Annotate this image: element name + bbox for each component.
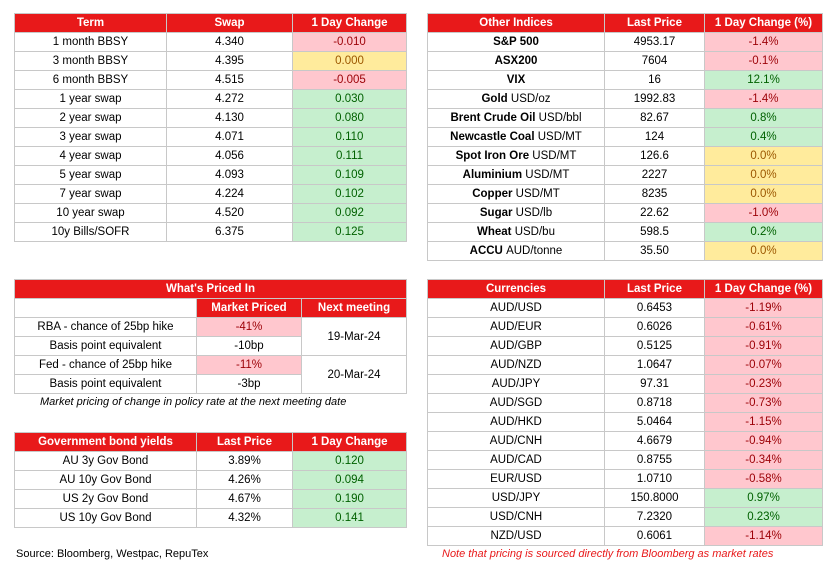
table-row <box>15 128 407 147</box>
change-cell: 0.97% <box>705 489 823 508</box>
index-name-cell <box>428 204 605 223</box>
table-header-row <box>15 14 407 33</box>
change-cell: -0.1% <box>705 52 823 71</box>
swap-cell: 4.093 <box>167 166 293 185</box>
change-cell: -1.14% <box>705 527 823 546</box>
change-cell: 0.190 <box>293 490 407 509</box>
term-cell: 5 year swap <box>15 166 167 185</box>
fed-next-meeting: 20-Mar-24 <box>302 356 407 394</box>
price-cell: 124 <box>605 128 705 147</box>
change-cell: 0.125 <box>293 223 407 242</box>
rba-market-priced: -41% <box>197 318 302 337</box>
change-cell: 0.120 <box>293 452 407 471</box>
table-row <box>15 71 407 90</box>
table-header-row <box>428 14 823 33</box>
currency-pair-cell: AUD/NZD <box>428 356 605 375</box>
change-cell: 0.23% <box>705 508 823 527</box>
index-unit: USD/MT <box>525 169 570 181</box>
change-cell: -0.73% <box>705 394 823 413</box>
index-name-cell <box>428 52 605 71</box>
table-row <box>428 489 823 508</box>
price-cell: 0.6026 <box>605 318 705 337</box>
table-row <box>15 33 407 52</box>
fed-label: Fed - chance of 25bp hike <box>15 356 197 375</box>
index-unit: USD/oz <box>510 93 551 105</box>
change-cell: -0.94% <box>705 432 823 451</box>
term-cell: 6 month BBSY <box>15 71 167 90</box>
index-unit: USD/lb <box>515 207 553 219</box>
swap-cell: 4.395 <box>167 52 293 71</box>
table-row <box>15 223 407 242</box>
price-cell: 8235 <box>605 185 705 204</box>
change-cell: 0.141 <box>293 509 407 528</box>
currency-pair-cell: AUD/GBP <box>428 337 605 356</box>
index-name-cell <box>428 166 605 185</box>
table-row <box>428 204 823 223</box>
currency-pair-cell: USD/CNH <box>428 508 605 527</box>
change-cell: 0.110 <box>293 128 407 147</box>
header-market-priced: Market Priced <box>197 299 302 318</box>
change-cell: 0.094 <box>293 471 407 490</box>
index-name-cell <box>428 71 605 90</box>
table-row <box>428 185 823 204</box>
swap-cell: 4.520 <box>167 204 293 223</box>
index-name: ACCU <box>469 245 503 257</box>
swap-rates-panel <box>14 13 406 242</box>
table-row <box>15 52 407 71</box>
index-name-cell <box>428 147 605 166</box>
table-row <box>15 452 407 471</box>
table-row <box>428 147 823 166</box>
table-row <box>428 527 823 546</box>
index-unit: USD/MT <box>532 150 577 162</box>
table-row <box>15 90 407 109</box>
change-cell: -0.005 <box>293 71 407 90</box>
change-cell: -0.34% <box>705 451 823 470</box>
swap-cell: 4.224 <box>167 185 293 204</box>
change-cell: -1.4% <box>705 33 823 52</box>
index-unit: USD/MT <box>537 131 582 143</box>
term-cell: 4 year swap <box>15 147 167 166</box>
price-cell: 150.8000 <box>605 489 705 508</box>
price-cell: 4.6679 <box>605 432 705 451</box>
pricing-note: Note that pricing is sourced directly from Bloomberg as market rates <box>442 548 774 560</box>
table-row <box>428 394 823 413</box>
index-name: Newcastle Coal <box>450 131 535 143</box>
price-cell: 0.6453 <box>605 299 705 318</box>
term-cell: 7 year swap <box>15 185 167 204</box>
term-cell: 10y Bills/SOFR <box>15 223 167 242</box>
currencies-panel <box>427 279 822 546</box>
currency-pair-cell: NZD/USD <box>428 527 605 546</box>
currency-pair-cell: AUD/EUR <box>428 318 605 337</box>
table-row <box>428 432 823 451</box>
price-cell: 4.67% <box>197 490 293 509</box>
swap-rates-table <box>14 13 407 242</box>
swap-cell: 4.515 <box>167 71 293 90</box>
change-cell: -0.91% <box>705 337 823 356</box>
currency-pair-cell: AUD/SGD <box>428 394 605 413</box>
table-row <box>428 166 823 185</box>
price-cell: 5.0464 <box>605 413 705 432</box>
rba-bp-value: -10bp <box>197 337 302 356</box>
change-cell: 0.0% <box>705 166 823 185</box>
index-name: Gold <box>481 93 508 105</box>
currency-pair-cell: EUR/USD <box>428 470 605 489</box>
price-cell: 22.62 <box>605 204 705 223</box>
price-cell: 0.5125 <box>605 337 705 356</box>
table-row <box>428 375 823 394</box>
bond-name-cell: US 10y Gov Bond <box>15 509 197 528</box>
price-cell: 7.2320 <box>605 508 705 527</box>
swap-cell: 4.130 <box>167 109 293 128</box>
change-cell: 0.0% <box>705 147 823 166</box>
table-row <box>15 490 407 509</box>
change-cell: -1.19% <box>705 299 823 318</box>
header-bond-change: 1 Day Change <box>293 433 407 452</box>
header-index: Other Indices <box>428 14 605 33</box>
header-term: Term <box>15 14 167 33</box>
fed-market-priced: -11% <box>197 356 302 375</box>
change-cell: 0.080 <box>293 109 407 128</box>
currency-pair-cell: AUD/USD <box>428 299 605 318</box>
index-unit: USD/MT <box>515 188 560 200</box>
table-row <box>15 471 407 490</box>
index-name: Brent Crude Oil <box>450 112 536 124</box>
table-row <box>428 356 823 375</box>
change-cell: 0.030 <box>293 90 407 109</box>
price-cell: 4953.17 <box>605 33 705 52</box>
index-name: Aluminium <box>462 169 523 181</box>
fed-bp-label: Basis point equivalent <box>15 375 197 394</box>
index-name: Sugar <box>479 207 513 219</box>
table-row <box>15 204 407 223</box>
table-row <box>428 33 823 52</box>
price-cell: 82.67 <box>605 109 705 128</box>
swap-cell: 4.071 <box>167 128 293 147</box>
bond-name-cell: US 2y Gov Bond <box>15 490 197 509</box>
index-name-cell <box>428 185 605 204</box>
index-name: ASX200 <box>494 55 538 67</box>
rba-label: RBA - chance of 25bp hike <box>15 318 197 337</box>
change-cell: -0.23% <box>705 375 823 394</box>
swap-cell: 6.375 <box>167 223 293 242</box>
change-cell: 0.0% <box>705 242 823 261</box>
change-cell: 12.1% <box>705 71 823 90</box>
index-unit: AUD/tonne <box>506 245 563 257</box>
index-name-cell <box>428 90 605 109</box>
whats-priced-in-panel <box>14 279 406 394</box>
term-cell: 2 year swap <box>15 109 167 128</box>
rba-bp-label: Basis point equivalent <box>15 337 197 356</box>
swap-cell: 4.272 <box>167 90 293 109</box>
source-note: Source: Bloomberg, Westpac, RepuTex <box>16 548 209 560</box>
price-cell: 0.8718 <box>605 394 705 413</box>
index-name-cell <box>428 128 605 147</box>
table-row <box>428 128 823 147</box>
price-cell: 1992.83 <box>605 90 705 109</box>
table-row <box>15 147 407 166</box>
table-header-row <box>428 280 823 299</box>
bond-name-cell: AU 3y Gov Bond <box>15 452 197 471</box>
change-cell: -1.0% <box>705 204 823 223</box>
header-swap: Swap <box>167 14 293 33</box>
table-row <box>428 242 823 261</box>
header-change-pct: 1 Day Change (%) <box>705 14 823 33</box>
index-name: S&P 500 <box>493 36 539 48</box>
term-cell: 1 month BBSY <box>15 33 167 52</box>
change-cell: -0.07% <box>705 356 823 375</box>
header-bond-price: Last Price <box>197 433 293 452</box>
index-name-cell <box>428 223 605 242</box>
price-cell: 97.31 <box>605 375 705 394</box>
index-name: Wheat <box>477 226 512 238</box>
header-next-meeting: Next meeting <box>302 299 407 318</box>
index-name-cell <box>428 33 605 52</box>
price-cell: 126.6 <box>605 147 705 166</box>
table-row <box>15 185 407 204</box>
header-currency-change: 1 Day Change (%) <box>705 280 823 299</box>
table-row <box>428 71 823 90</box>
change-cell: 0.000 <box>293 52 407 71</box>
fed-bp-value: -3bp <box>197 375 302 394</box>
priced-footnote: Market pricing of change in policy rate at the next meeting date <box>40 396 347 408</box>
table-row <box>428 413 823 432</box>
price-cell: 3.89% <box>197 452 293 471</box>
price-cell: 1.0710 <box>605 470 705 489</box>
table-row <box>428 508 823 527</box>
header-last-price: Last Price <box>605 14 705 33</box>
table-row <box>428 90 823 109</box>
term-cell: 3 month BBSY <box>15 52 167 71</box>
price-cell: 4.26% <box>197 471 293 490</box>
term-cell: 3 year swap <box>15 128 167 147</box>
currency-pair-cell: AUD/JPY <box>428 375 605 394</box>
price-cell: 2227 <box>605 166 705 185</box>
index-name-cell <box>428 242 605 261</box>
swap-cell: 4.340 <box>167 33 293 52</box>
change-cell: -1.4% <box>705 90 823 109</box>
term-cell: 10 year swap <box>15 204 167 223</box>
change-cell: 0.111 <box>293 147 407 166</box>
table-row <box>428 470 823 489</box>
table-header-row <box>15 433 407 452</box>
index-unit: USD/bu <box>514 226 555 238</box>
table-row <box>428 318 823 337</box>
table-row <box>15 109 407 128</box>
bond-name-cell: AU 10y Gov Bond <box>15 471 197 490</box>
priced-empty-header <box>15 299 197 318</box>
swap-cell: 4.056 <box>167 147 293 166</box>
price-cell: 0.8755 <box>605 451 705 470</box>
price-cell: 4.32% <box>197 509 293 528</box>
other-indices-panel <box>427 13 822 261</box>
currency-pair-cell: AUD/CNH <box>428 432 605 451</box>
table-row <box>428 109 823 128</box>
table-row <box>428 299 823 318</box>
price-cell: 0.6061 <box>605 527 705 546</box>
index-name: Spot Iron Ore <box>455 150 530 162</box>
currency-pair-cell: USD/JPY <box>428 489 605 508</box>
whats-priced-in-table <box>14 279 407 394</box>
change-cell: 0.4% <box>705 128 823 147</box>
other-indices-table <box>427 13 823 261</box>
price-cell: 7604 <box>605 52 705 71</box>
bond-yields-table <box>14 432 407 528</box>
change-cell: 0.2% <box>705 223 823 242</box>
currency-pair-cell: AUD/CAD <box>428 451 605 470</box>
term-cell: 1 year swap <box>15 90 167 109</box>
change-cell: 0.109 <box>293 166 407 185</box>
table-row <box>428 337 823 356</box>
rba-next-meeting: 19-Mar-24 <box>302 318 407 356</box>
change-cell: 0.0% <box>705 185 823 204</box>
change-cell: -0.58% <box>705 470 823 489</box>
table-row <box>428 223 823 242</box>
bond-yields-panel <box>14 432 406 528</box>
table-row <box>15 166 407 185</box>
header-change: 1 Day Change <box>293 14 407 33</box>
price-cell: 35.50 <box>605 242 705 261</box>
change-cell: 0.8% <box>705 109 823 128</box>
price-cell: 1.0647 <box>605 356 705 375</box>
index-name: VIX <box>506 74 526 86</box>
currencies-table <box>427 279 823 546</box>
table-row <box>15 509 407 528</box>
priced-title: What's Priced In <box>15 280 407 299</box>
currency-pair-cell: AUD/HKD <box>428 413 605 432</box>
header-currency: Currencies <box>428 280 605 299</box>
change-cell: -1.15% <box>705 413 823 432</box>
index-name: Copper <box>472 188 513 200</box>
price-cell: 16 <box>605 71 705 90</box>
price-cell: 598.5 <box>605 223 705 242</box>
change-cell: 0.092 <box>293 204 407 223</box>
header-currency-price: Last Price <box>605 280 705 299</box>
change-cell: 0.102 <box>293 185 407 204</box>
header-bond: Government bond yields <box>15 433 197 452</box>
index-name-cell <box>428 109 605 128</box>
index-unit: USD/bbl <box>538 112 582 124</box>
table-row <box>428 52 823 71</box>
change-cell: -0.010 <box>293 33 407 52</box>
table-row <box>428 451 823 470</box>
change-cell: -0.61% <box>705 318 823 337</box>
